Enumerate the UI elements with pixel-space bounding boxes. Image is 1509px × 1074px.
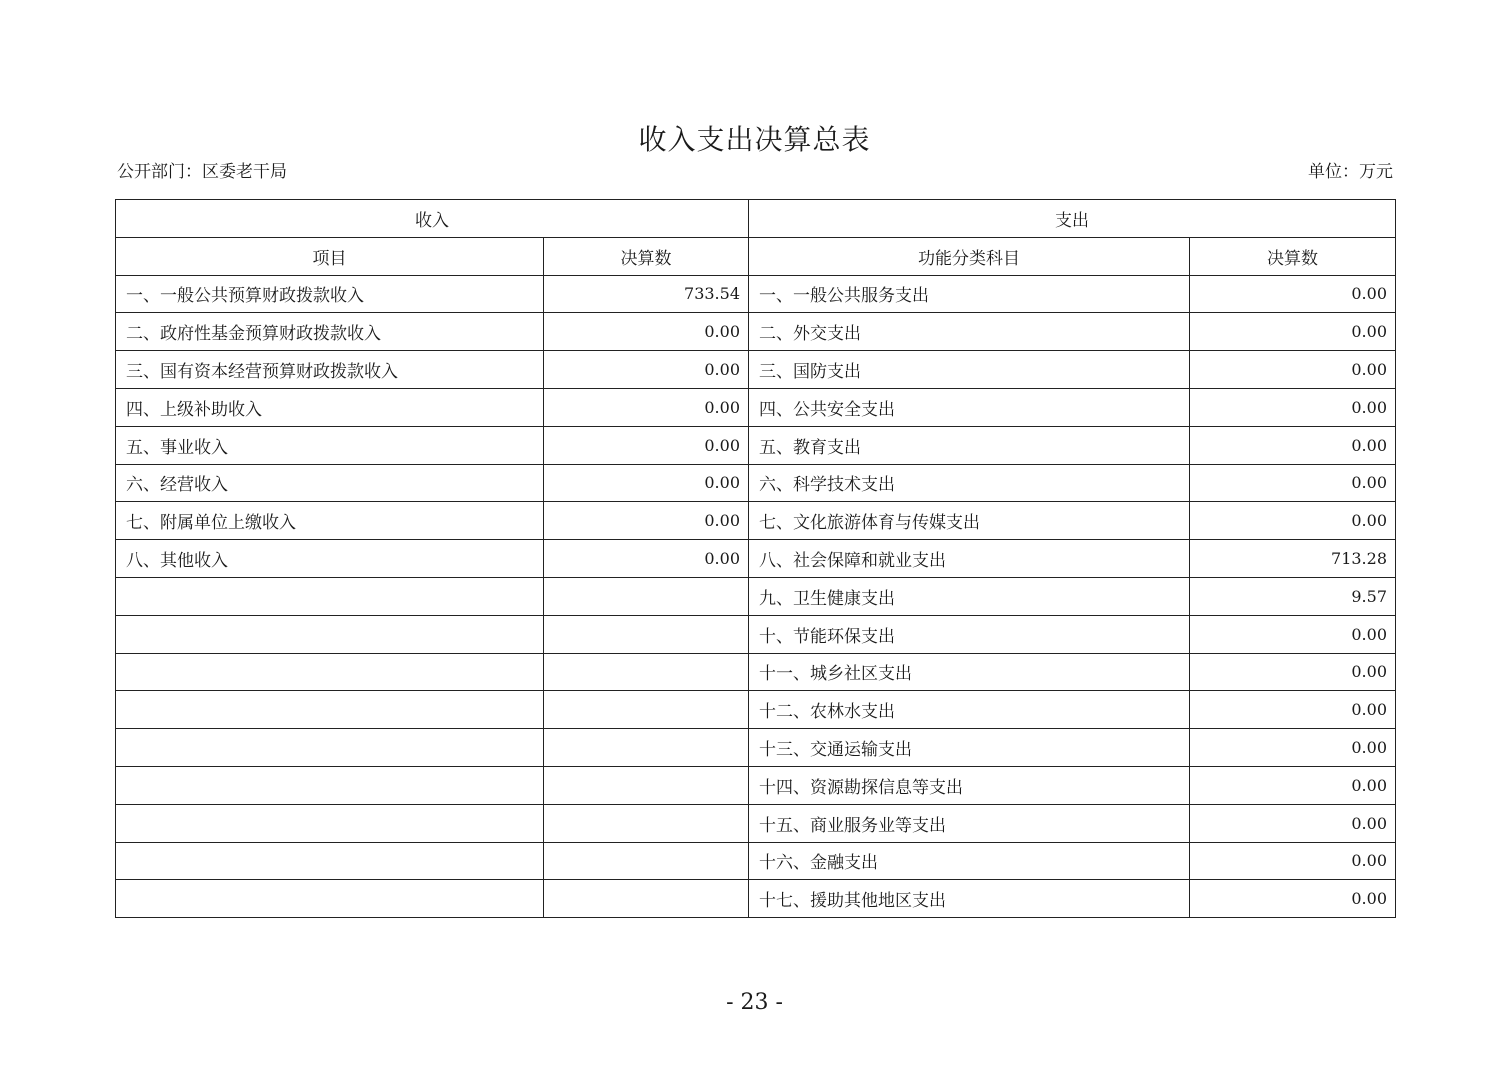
table-row [116, 615, 1396, 653]
expense-amount-cell: 0.00 [1190, 502, 1396, 540]
expense-item-cell: 九、卫生健康支出 [749, 577, 1190, 615]
table-row [116, 880, 1396, 918]
income-item-cell [116, 691, 544, 729]
income-amount-cell: 0.00 [544, 502, 749, 540]
income-amount-cell: 0.00 [544, 464, 749, 502]
expense-item-cell: 十六、金融支出 [749, 842, 1190, 880]
table-row [116, 766, 1396, 804]
table-row [116, 729, 1396, 767]
income-amount-header: 决算数 [544, 237, 749, 275]
expense-item-header: 功能分类科目 [749, 237, 1190, 275]
expense-item-cell: 十、节能环保支出 [749, 615, 1190, 653]
table-row [116, 691, 1396, 729]
income-amount-cell: 0.00 [544, 313, 749, 351]
expense-amount-cell: 0.00 [1190, 615, 1396, 653]
expense-item-cell: 十四、资源勘探信息等支出 [749, 766, 1190, 804]
table-row [116, 577, 1396, 615]
income-item-header: 项目 [116, 237, 544, 275]
income-amount-cell [544, 691, 749, 729]
income-expense-table [115, 199, 1396, 918]
expense-amount-cell: 0.00 [1190, 842, 1396, 880]
expense-amount-cell: 0.00 [1190, 275, 1396, 313]
expense-amount-cell: 0.00 [1190, 653, 1396, 691]
income-amount-cell: 0.00 [544, 388, 749, 426]
income-group-header: 收入 [116, 200, 749, 238]
income-amount-cell: 733.54 [544, 275, 749, 313]
expense-item-cell: 三、国防支出 [749, 351, 1190, 389]
expense-amount-cell: 9.57 [1190, 577, 1396, 615]
table-row [116, 388, 1396, 426]
expense-amount-cell: 0.00 [1190, 464, 1396, 502]
income-item-cell: 二、政府性基金预算财政拨款收入 [116, 313, 544, 351]
expense-item-cell: 六、科学技术支出 [749, 464, 1190, 502]
income-amount-cell [544, 615, 749, 653]
table-column-header-row [116, 237, 1396, 275]
table-row [116, 502, 1396, 540]
expense-amount-cell: 0.00 [1190, 351, 1396, 389]
expense-item-cell: 一、一般公共服务支出 [749, 275, 1190, 313]
expense-item-cell: 十一、城乡社区支出 [749, 653, 1190, 691]
expense-item-cell: 二、外交支出 [749, 313, 1190, 351]
department-label: 公开部门：区委老干局 [117, 162, 287, 182]
expense-item-cell: 七、文化旅游体育与传媒支出 [749, 502, 1190, 540]
income-item-cell [116, 615, 544, 653]
unit-label: 单位：万元 [1308, 162, 1393, 182]
expense-amount-cell: 0.00 [1190, 729, 1396, 767]
income-item-cell [116, 766, 544, 804]
income-item-cell: 八、其他收入 [116, 540, 544, 578]
table-group-header-row [116, 200, 1396, 238]
expense-amount-header: 决算数 [1190, 237, 1396, 275]
table-row [116, 351, 1396, 389]
income-amount-cell [544, 729, 749, 767]
page-title: 收入支出决算总表 [638, 123, 871, 156]
expense-amount-cell: 0.00 [1190, 426, 1396, 464]
income-item-cell [116, 653, 544, 691]
expense-amount-cell: 0.00 [1190, 313, 1396, 351]
expense-item-cell: 四、公共安全支出 [749, 388, 1190, 426]
income-amount-cell: 0.00 [544, 351, 749, 389]
expense-item-cell: 十五、商业服务业等支出 [749, 804, 1190, 842]
income-item-cell [116, 880, 544, 918]
income-amount-cell: 0.00 [544, 540, 749, 578]
income-item-cell: 七、附属单位上缴收入 [116, 502, 544, 540]
table-row [116, 313, 1396, 351]
income-amount-cell [544, 842, 749, 880]
table-row [116, 842, 1396, 880]
income-item-cell [116, 842, 544, 880]
income-amount-cell [544, 653, 749, 691]
expense-item-cell: 五、教育支出 [749, 426, 1190, 464]
expense-group-header: 支出 [749, 200, 1396, 238]
income-item-cell: 一、一般公共预算财政拨款收入 [116, 275, 544, 313]
income-item-cell [116, 577, 544, 615]
income-amount-cell [544, 880, 749, 918]
expense-amount-cell: 0.00 [1190, 691, 1396, 729]
table-body [116, 275, 1396, 918]
income-item-cell [116, 729, 544, 767]
expense-amount-cell: 0.00 [1190, 766, 1396, 804]
expense-item-cell: 十三、交通运输支出 [749, 729, 1190, 767]
income-amount-cell [544, 766, 749, 804]
expense-amount-cell: 0.00 [1190, 880, 1396, 918]
income-item-cell [116, 804, 544, 842]
expense-item-cell: 十二、农林水支出 [749, 691, 1190, 729]
income-amount-cell: 0.00 [544, 426, 749, 464]
income-amount-cell [544, 577, 749, 615]
table-row [116, 426, 1396, 464]
expense-amount-cell: 713.28 [1190, 540, 1396, 578]
page-number: - 23 - [726, 990, 783, 1015]
table-row [116, 464, 1396, 502]
table-row [116, 275, 1396, 313]
expense-amount-cell: 0.00 [1190, 388, 1396, 426]
income-item-cell: 四、上级补助收入 [116, 388, 544, 426]
expense-item-cell: 十七、援助其他地区支出 [749, 880, 1190, 918]
income-item-cell: 六、经营收入 [116, 464, 544, 502]
table-row [116, 540, 1396, 578]
income-item-cell: 五、事业收入 [116, 426, 544, 464]
income-item-cell: 三、国有资本经营预算财政拨款收入 [116, 351, 544, 389]
table-row [116, 653, 1396, 691]
expense-item-cell: 八、社会保障和就业支出 [749, 540, 1190, 578]
income-amount-cell [544, 804, 749, 842]
table-row [116, 804, 1396, 842]
expense-amount-cell: 0.00 [1190, 804, 1396, 842]
